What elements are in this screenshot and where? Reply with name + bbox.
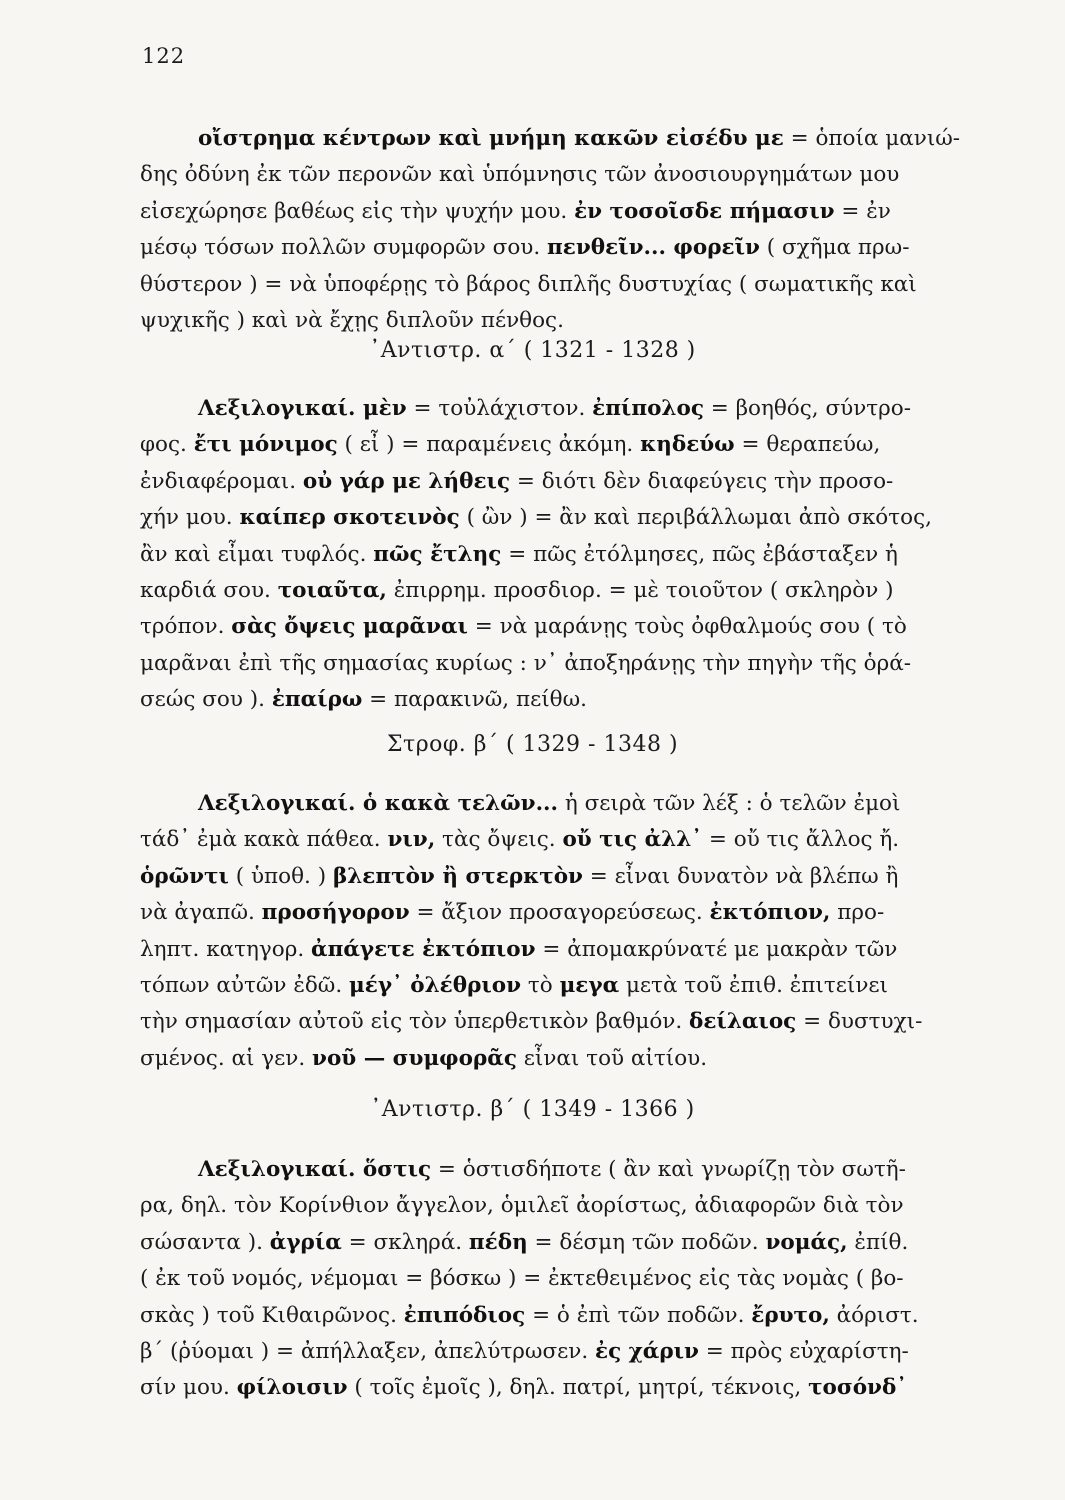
text-line	[140, 1152, 1015, 1188]
text-run: σίν μου.	[140, 1375, 237, 1401]
text-run: = δυστυχι-	[796, 1009, 923, 1035]
text-line	[140, 500, 1015, 536]
bold-term: νιν,	[387, 827, 436, 853]
text-run: ρα, δηλ. τὸν Κορίνθιον ἄγγελον, ὁμιλεῖ ἀορίστως, ἀδιαφορῶν διὰ τὸν	[140, 1193, 904, 1219]
text-line	[140, 194, 1015, 230]
text-run: = σκληρά.	[341, 1229, 469, 1255]
text-run: ἐπίθ.	[847, 1229, 909, 1255]
bold-term: καίπερ σκοτεινὸς	[239, 505, 460, 531]
bold-term: σὰς ὄψεις μαρᾶναι	[231, 614, 468, 640]
text-run: ἀόριστ.	[829, 1302, 919, 1328]
text-run: φος.	[140, 432, 194, 458]
text-run: = ἄξιον προσαγορεύσεως.	[409, 900, 710, 926]
text-run: = διότι δὲν διαφεύγεις τὴν προσο-	[510, 468, 894, 494]
text-run: ( εἶ ) = παραμένεις ἀκόμη.	[337, 432, 641, 458]
text-run: δης ὀδύνη ἐκ τῶν περονῶν καὶ ὑπόμνησις τῶν ἀνοσιουργημάτων μου	[140, 162, 900, 188]
text-run: τὴν σημασίαν αὐτοῦ εἰς τὸν ὑπερθετικὸν βαθμόν.	[140, 1009, 689, 1035]
text-line	[140, 682, 1015, 718]
text-line	[140, 464, 1015, 500]
text-run: ( ὑποθ. )	[228, 863, 333, 889]
text-run: = παρακινῶ, πείθω.	[362, 687, 587, 713]
bold-term: ἐς χάριν	[595, 1339, 699, 1365]
text-run: τόπων αὐτῶν ἐδῶ.	[140, 973, 350, 999]
text-run: τάδ᾿ ἐμὰ κακὰ πάθεα.	[140, 827, 388, 853]
text-run: τὸ	[521, 973, 560, 999]
text-run: = εἶναι δυνατὸν νὰ βλέπω ἢ	[582, 863, 899, 889]
text-run: καρδιά σου.	[140, 578, 278, 604]
text-line	[140, 1041, 1015, 1077]
text-line	[140, 859, 1015, 895]
text-line	[140, 822, 1015, 858]
text-run: = ὁ ἐπὶ τῶν ποδῶν.	[525, 1302, 752, 1328]
text-line	[140, 1370, 1015, 1406]
text-run: νὰ ἀγαπῶ.	[140, 900, 262, 926]
bold-term: φίλοισιν	[236, 1375, 348, 1401]
bold-term: οὐ γάρ με λήθεις	[302, 468, 511, 494]
text-run: μέσῳ τόσων πολλῶν συμφορῶν σου.	[140, 235, 548, 261]
bold-term: μέγ᾿ ὀλέθριον	[349, 973, 522, 999]
text-run: χήν μου.	[140, 505, 240, 531]
text-line	[140, 1298, 1015, 1334]
text-line	[140, 895, 1015, 931]
text-run: σώσαντα ).	[140, 1229, 270, 1255]
text-run: = ὁστισδήποτε ( ἂν καὶ γνωρίζῃ τὸν σωτῆ-	[431, 1157, 906, 1182]
text-line	[140, 932, 1015, 968]
text-run: = δέσμη τῶν ποδῶν.	[527, 1229, 766, 1255]
bold-term: πῶς ἔτλης	[373, 541, 502, 567]
text-run: σμένος. αἱ γεν.	[140, 1045, 313, 1071]
text-run: = οὔ τις ἄλλος ἤ.	[702, 827, 900, 853]
text-line	[140, 157, 1015, 193]
text-run: εἶναι τοῦ αἰτίου.	[516, 1045, 708, 1071]
text-run: ( ἐκ τοῦ νομός, νέμομαι = βόσκω ) = ἐκτεθειμένος εἰς τὰς νομὰς ( βο-	[140, 1266, 904, 1292]
text-line	[140, 786, 1015, 822]
bold-term: ἐκτόπιον,	[709, 900, 831, 926]
text-run: = τοὐλάχιστον.	[406, 396, 593, 421]
page-number: 122	[142, 44, 186, 68]
bold-term: πέδη	[468, 1229, 528, 1255]
bold-term: ἀπάγετε ἐκτόπιον	[311, 936, 536, 962]
text-run: ( ὢν ) = ἂν καὶ περιβάλλωμαι ἀπὸ σκότος,	[459, 505, 932, 531]
text-line	[140, 537, 1015, 573]
bold-term: ἐπίπολος	[592, 396, 704, 421]
section-heading-strophe-b: Στροφ. β΄ ( 1329 - 1348 )	[386, 732, 679, 757]
text-line	[140, 427, 1015, 463]
text-line	[140, 1261, 1015, 1297]
text-run: ληπτ. κατηγορ.	[140, 936, 312, 962]
text-run: θύστερον ) = νὰ ὑποφέρῃς τὸ βάρος διπλῆς δυστυχίας ( σωματικῆς καὶ	[140, 271, 917, 297]
text-run: ἡ σειρὰ τῶν λέξ : ὁ τελῶν ἐμοὶ	[558, 791, 901, 816]
bold-term: τοσόνδ᾿	[808, 1375, 908, 1401]
text-run: μετὰ τοῦ ἐπιθ. ἐπιτείνει	[619, 973, 888, 999]
text-run: = ὁποία μανιώ-	[783, 126, 961, 151]
bold-term: προσήγορον	[261, 900, 410, 926]
bold-term: νοῦ — συμφορᾶς	[312, 1045, 517, 1071]
text-line	[140, 1188, 1015, 1224]
section-heading-antistrophe-a: ᾿Αντιστρ. α΄ ( 1321 - 1328 )	[369, 338, 696, 363]
text-run: = ἐν	[834, 198, 891, 224]
paragraph-2	[140, 391, 1015, 719]
bold-term: ἔτι μόνιμος	[193, 432, 338, 458]
text-line	[140, 230, 1015, 266]
text-line	[140, 1004, 1015, 1040]
text-run: ( σχῆμα πρω-	[759, 235, 910, 261]
bold-term: Λεξιλογικαί. ὁ κακὰ τελῶν...	[198, 791, 559, 816]
text-line	[140, 646, 1015, 682]
text-line	[140, 573, 1015, 609]
bold-term: ἐπαίρω	[271, 687, 363, 713]
text-run: = νὰ μαράνῃς τοὺς ὀφθαλμούς σου ( τὸ	[467, 614, 907, 640]
bold-term: κηδεύω	[640, 432, 735, 458]
bold-term: τοιαῦτα,	[277, 578, 387, 604]
bold-term: νομάς,	[765, 1229, 848, 1255]
bold-term: πενθεῖν... φορεῖν	[547, 235, 760, 261]
text-run: ( τοῖς ἐμοῖς ), δηλ. πατρί, μητρί, τέκνοις,	[347, 1375, 809, 1401]
text-run: = πρὸς εὐχαρίστη-	[698, 1339, 909, 1365]
text-run: προ-	[830, 900, 885, 926]
text-line	[140, 303, 1015, 339]
text-run: σκὰς ) τοῦ Κιθαιρῶνος.	[140, 1302, 404, 1328]
text-run: = θεραπεύω,	[734, 432, 881, 458]
bold-term: οὔ τις ἀλλ᾿	[562, 827, 703, 853]
text-run: ψυχικῆς ) καὶ νὰ ἔχῃς διπλοῦν πένθος.	[140, 308, 564, 334]
text-line	[140, 391, 1015, 427]
paragraph-3	[140, 786, 1015, 1077]
text-line	[140, 121, 1015, 157]
text-run: = πῶς ἐτόλμησες, πῶς ἐβάσταξεν ἡ	[501, 541, 898, 567]
bold-term: Λεξιλογικαί. ὅστις	[198, 1157, 432, 1182]
text-run: β΄ (ῥύομαι ) = ἀπήλλαξεν, ἀπελύτρωσεν.	[140, 1339, 596, 1365]
bold-term: ἐν τοσοῖσδε πήμασιν	[574, 198, 835, 224]
text-line	[140, 267, 1015, 303]
text-run: τρόπον.	[140, 614, 232, 640]
paragraph-1	[140, 121, 1015, 339]
text-run: ἐπιρρημ. προσδιορ. = μὲ τοιοῦτον ( σκληρὸν )	[386, 578, 894, 604]
text-run: ἐνδιαφέρομαι.	[140, 468, 303, 494]
text-line	[140, 1225, 1015, 1261]
text-run: σεώς σου ).	[140, 687, 272, 713]
bold-term: ἐπιπόδιος	[403, 1302, 526, 1328]
bold-term: βλεπτὸν ἢ στερκτὸν	[332, 863, 583, 889]
text-line	[140, 1334, 1015, 1370]
section-heading-antistrophe-b: ᾿Αντιστρ. β΄ ( 1349 - 1366 )	[370, 1097, 695, 1122]
text-run: εἰσεχώρησε βαθέως εἰς τὴν ψυχήν μου.	[140, 198, 575, 224]
bold-term: ἔρυτο,	[751, 1302, 830, 1328]
paragraph-4	[140, 1152, 1015, 1407]
text-run: = βοηθός, σύντρο-	[703, 396, 912, 421]
bold-term: Λεξιλογικαί. μὲν	[198, 396, 407, 421]
text-run: = ἀπομακρύνατέ με μακρὰν τῶν	[535, 936, 898, 962]
text-run: μαρᾶναι ἐπὶ τῆς σημασίας κυρίως : ν᾿ ἀποξηράνῃς τὴν πηγὴν τῆς ὁρά-	[140, 650, 911, 676]
text-run: τὰς ὄψεις.	[435, 827, 563, 853]
bold-term: δείλαιος	[689, 1009, 797, 1035]
bold-term: μεγα	[559, 973, 620, 999]
bold-term: οἴστρημα κέντρων καὶ μνήμη κακῶν εἰσέδυ με	[198, 126, 784, 151]
text-line	[140, 968, 1015, 1004]
bold-term: ἀγρία	[269, 1229, 342, 1255]
text-line	[140, 609, 1015, 645]
bold-term: ὁρῶντι	[140, 863, 229, 889]
text-run: ἂν καὶ εἶμαι τυφλός.	[140, 541, 374, 567]
